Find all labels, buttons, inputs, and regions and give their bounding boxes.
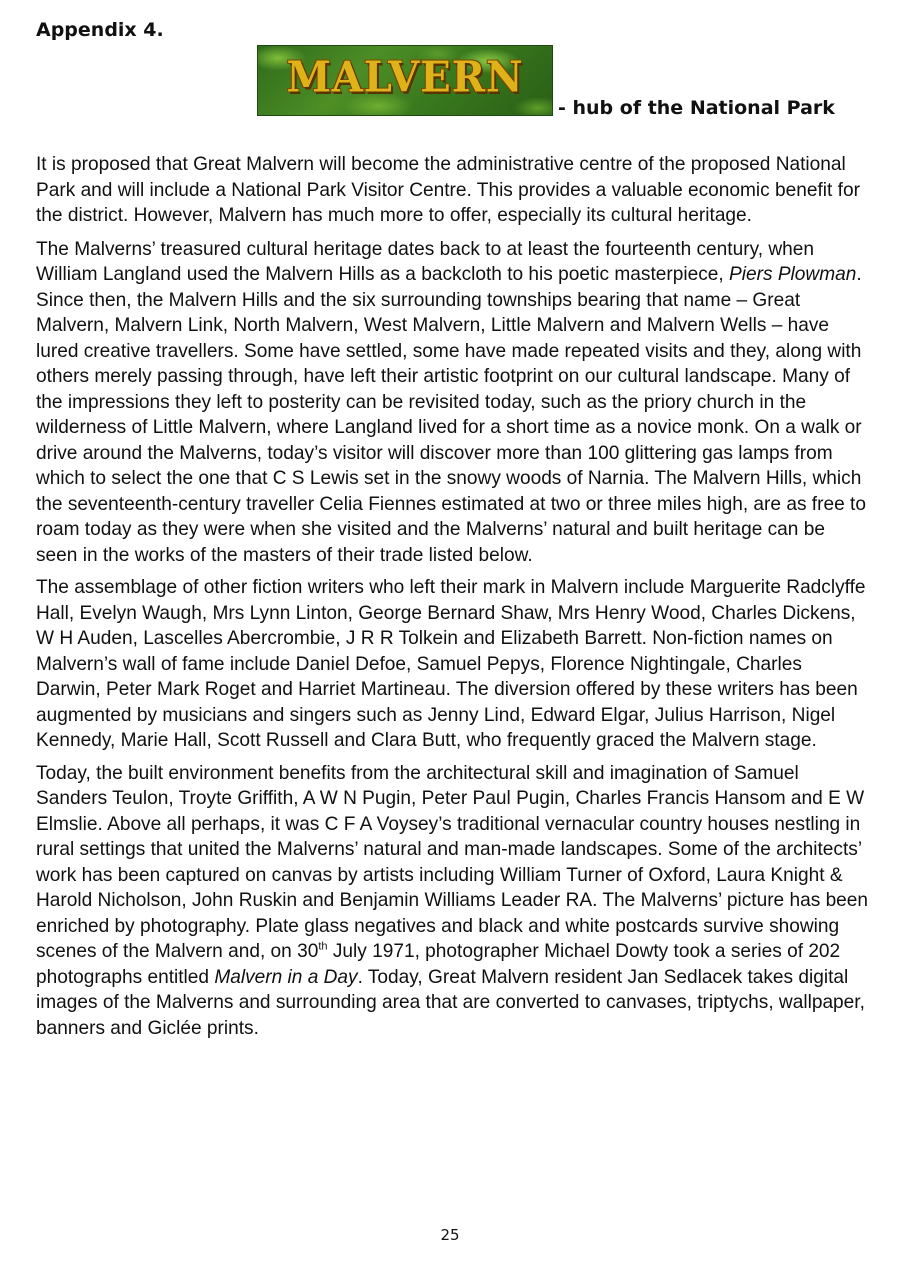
- paragraph-4-part-b: July 1971, photographer Michael Dowty took a series of 202 photographs entitled: [36, 941, 841, 988]
- paragraph-2-part-b: . Since then, the Malvern Hills and the six surrounding townships bearing that name – Great Malvern, Malvern Link, North Malvern, West Malvern, Little Malvern and Malvern Wells – have lured creative travellers. Some have settled, some have made repeated visits and they, along with others merely passing through, have left their artistic footprint on our cultural landscape. Many of the impressions they left to posterity can be revisited today, such as the priory church in the wilderness of Little Malvern, where Langland lived for a short time as a novice monk. On a walk or drive around the Malverns, today’s visitor will discover more than 100 glittering gas lamps from which to select the one that C S Lewis set in the snowy woods of Narnia. The Malvern Hills, which the seventeenth-century traveller Celia Fiennes estimated at two or three miles high, are as free to roam today as they were when she visited and the Malverns’ natural and built heritage can be seen in the works of the masters of their trade listed below.: [36, 264, 866, 566]
- paragraph-3: The assemblage of other fiction writers who left their mark in Malvern include Marguerite Radclyffe Hall, Evelyn Waugh, Mrs Lynn Linton, George Bernard Shaw, Mrs Henry Wood, Charles Dickens, W H Auden, Lascelles Abercrombie, J R R Tolkein and Elizabeth Barrett. Non-fiction names on Malvern’s wall of fame include Daniel Defoe, Samuel Pepys, Florence Nightingale, Charles Darwin, Peter Mark Roget and Harriet Martineau. The diversion offered by these writers has been augmented by musicians and singers such as Jenny Lind, Edward Elgar, Julius Harrison, Nigel Kennedy, Marie Hall, Scott Russell and Clara Butt, who frequently graced the Malvern stage.: [36, 577, 866, 751]
- paragraph-1: It is proposed that Great Malvern will become the administrative centre of the proposed National Park and will include a National Park Visitor Centre. This provides a valuable economic benefit for the district. However, Malvern has much more to offer, especially its cultural heritage.: [36, 154, 860, 226]
- page-subtitle: - hub of the National Park: [558, 97, 835, 119]
- page-number: 25: [440, 1226, 460, 1244]
- malvern-logo: [257, 45, 553, 116]
- paragraph-4: [36, 761, 871, 1042]
- ordinal-suffix: th: [318, 940, 328, 953]
- malvern-in-a-day-title: Malvern in a Day: [214, 966, 358, 988]
- paragraph-4-part-c: . Today, Great Malvern resident Jan Sedlacek takes digital images of the Malverns and surrounding area that are converted to canvases, triptychs, wallpaper, banners and Giclée prints.: [36, 966, 865, 1039]
- paragraph-4-part-a: Today, the built environment benefits from the architectural skill and imagination of Samuel Sanders Teulon, Troyte Griffith, A W N Pugin, Peter Paul Pugin, Charles Francis Hansom and E W Elmslie. Above all perhaps, it was C F A Voysey’s traditional vernacular country houses nestling in rural settings that united the Malverns’ natural and man-made landscapes. Some of the architects’ work has been captured on canvas by artists including William Turner of Oxford, Laura Knight & Harold Nicholson, John Ruskin and Benjamin Williams Leader RA. The Malverns’ picture has been enriched by photography. Plate glass negatives and black and white postcards survive showing scenes of the Malvern and, on 30: [36, 762, 869, 962]
- appendix-heading: Appendix 4.: [36, 19, 164, 41]
- piers-plowman-title: Piers Plowman: [729, 264, 857, 285]
- logo-text: MALVERN: [286, 52, 524, 103]
- paragraph-2-part-a: The Malverns’ treasured cultural heritage dates back to at least the fourteenth century, when William Langland used the Malvern Hills as a backcloth to his poetic masterpiece,: [36, 238, 814, 285]
- body-text: [36, 152, 871, 1048]
- paragraph-2: [36, 237, 871, 569]
